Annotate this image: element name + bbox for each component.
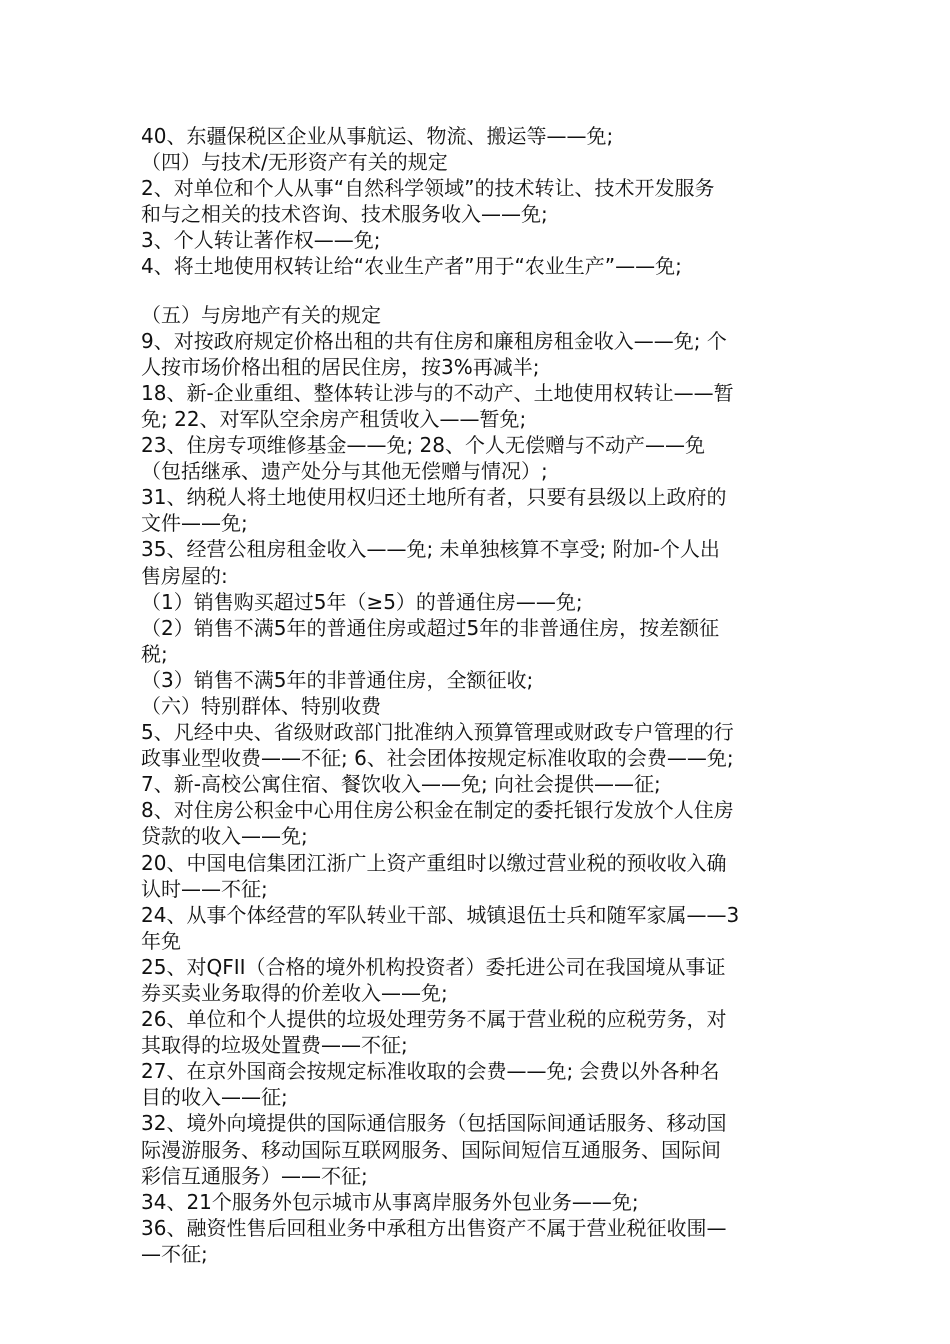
- text-line: 32、境外向境提供的国际通信服务（包括国际间通话服务、移动国: [141, 1111, 727, 1136]
- text-line: 36、融资性售后回租业务中承租方出售资产不属于营业税征收围—: [141, 1215, 727, 1240]
- text-line: 35、经营公租房租金收入——免; 未单独核算不享受; 附加-个人出: [141, 537, 720, 562]
- text-line: 27、在京外国商会按规定标准收取的会费——免; 会费以外各种名: [141, 1059, 720, 1084]
- text-line: 认时——不征;: [141, 876, 268, 901]
- text-line: 2、对单位和个人从事“自然科学领域”的技术转让、技术开发服务: [141, 176, 715, 201]
- text-line: 年免: [141, 928, 181, 953]
- text-line: 人按市场价格出租的居民住房，按3%再减半;: [141, 354, 540, 379]
- text-line: 税;: [141, 641, 168, 666]
- text-line: 政事业型收费——不征; 6、社会团体按规定标准收取的会费——免;: [141, 746, 734, 771]
- document-body: [141, 123, 813, 1267]
- text-line: 5、凡经中央、省级财政部门批准纳入预算管理或财政专户管理的行: [141, 720, 734, 745]
- text-line: 24、从事个体经营的军队转业干部、城镇退伍士兵和随军家属——3: [141, 902, 740, 927]
- section-heading: （五）与房地产有关的规定: [141, 302, 381, 327]
- text-line: 和与之相关的技术咨询、技术服务收入——免;: [141, 202, 548, 227]
- text-line: （2）销售不满5年的普通住房或超过5年的非普通住房，按差额征: [141, 615, 720, 640]
- text-line: 售房屋的:: [141, 563, 228, 588]
- text-line: 26、单位和个人提供的垃圾处理劳务不属于营业税的应税劳务，对: [141, 1007, 727, 1032]
- text-line: 目的收入——征;: [141, 1085, 288, 1110]
- text-line: （1）销售购买超过5年（≥5）的普通住房——免;: [141, 589, 583, 614]
- text-line: 文件——免;: [141, 511, 248, 536]
- text-line: 20、中国电信集团江浙广上资产重组时以缴过营业税的预收收入确: [141, 850, 727, 875]
- text-line: （3）销售不满5年的非普通住房，全额征收;: [141, 667, 534, 692]
- section-heading: （四）与技术/无形资产有关的规定: [141, 150, 448, 175]
- text-line: 券买卖业务取得的价差收入——免;: [141, 981, 448, 1005]
- text-line: 25、对QFII（合格的境外机构投资者）委托进公司在我国境从事证: [141, 954, 726, 979]
- text-line: 4、将土地使用权转让给“农业生产者”用于“农业生产”——免;: [141, 254, 682, 279]
- blank-line: [141, 280, 813, 302]
- text-line: 7、新-高校公寓住宿、餐饮收入——免; 向社会提供——征;: [141, 772, 661, 797]
- text-line: 其取得的垃圾处置费——不征;: [141, 1033, 408, 1058]
- text-line: 彩信互通服务）——不征;: [141, 1163, 368, 1188]
- text-line: 31、纳税人将土地使用权归还土地所有者，只要有县级以上政府的: [141, 485, 727, 510]
- text-line: 8、对住房公积金中心用住房公积金在制定的委托银行发放个人住房: [141, 798, 734, 823]
- text-line: 3、个人转让著作权——免;: [141, 228, 381, 253]
- text-line: —不征;: [141, 1241, 208, 1266]
- text-line: 免; 22、对军队空余房产租赁收入——暂免;: [141, 406, 527, 431]
- text-line: 23、住房专项维修基金——免; 28、个人无偿赠与不动产——免: [141, 433, 705, 458]
- text-line: 18、新-企业重组、整体转让涉与的不动产、土地使用权转让——暂: [141, 380, 734, 405]
- text-line: 34、21个服务外包示城市从事离岸服务外包业务——免;: [141, 1189, 639, 1214]
- text-line: （包括继承、遗产处分与其他无偿赠与情况）;: [141, 459, 548, 484]
- text-line: 9、对按政府规定价格出租的共有住房和廉租房租金收入——免; 个: [141, 328, 727, 353]
- text-line: 际漫游服务、移动国际互联网服务、国际间短信互通服务、国际间: [141, 1137, 721, 1162]
- text-line: 贷款的收入——免;: [141, 824, 308, 849]
- section-heading: （六）特别群体、特别收费: [141, 693, 381, 718]
- text-line: 40、东疆保税区企业从事航运、物流、搬运等——免;: [141, 124, 614, 148]
